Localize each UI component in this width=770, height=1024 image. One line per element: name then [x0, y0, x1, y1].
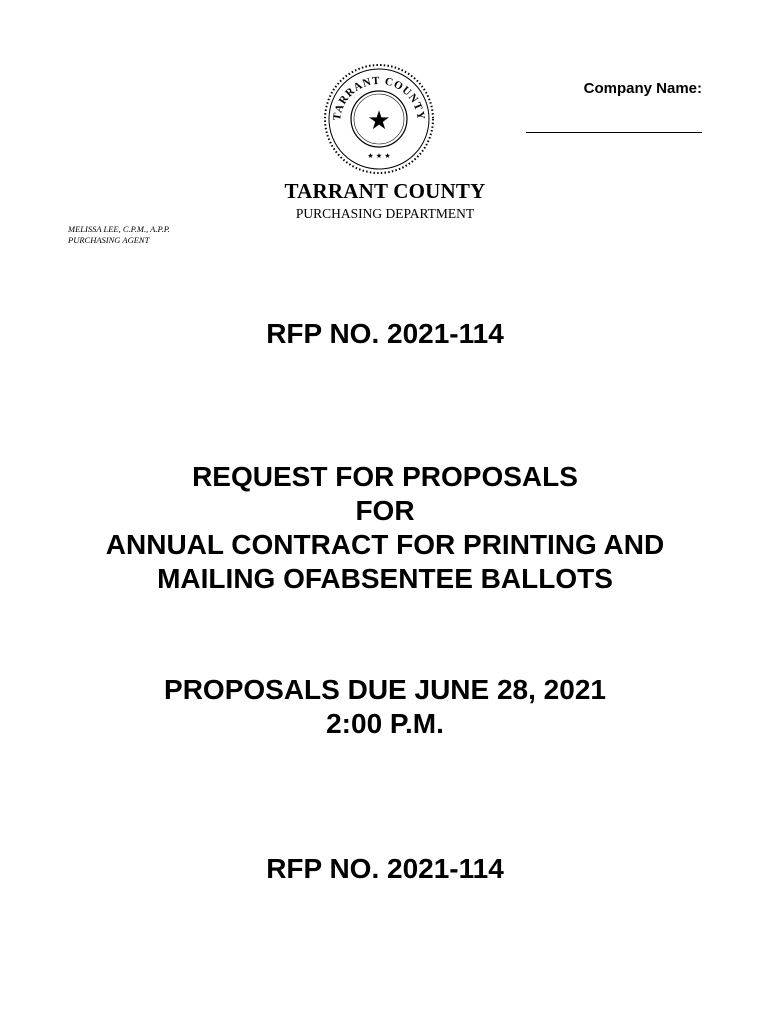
request-line: FOR [355, 495, 415, 526]
due-time: 2:00 P.M. [326, 708, 444, 739]
department-name: PURCHASING DEPARTMENT [295, 206, 475, 221]
seal-small-stars-icon: ★ ★ ★ [367, 152, 391, 160]
agent-name: MELISSA LEE, C.P.M., A.P.P. [68, 224, 170, 234]
due-date: PROPOSALS DUE JUNE 28, 2021 [164, 674, 606, 705]
request-title [0, 460, 770, 596]
purchasing-agent-block [68, 224, 170, 246]
request-line: ANNUAL CONTRACT FOR PRINTING AND [105, 529, 665, 560]
proposal-due [0, 673, 770, 741]
seal-star-icon: ★ [367, 106, 391, 136]
request-line: REQUEST FOR PROPOSALS [192, 461, 578, 492]
tarrant-county-seal [323, 63, 435, 175]
company-name-label: Company Name: [583, 80, 702, 97]
company-name-field-line [526, 132, 702, 133]
rfp-number-footer: RFP NO. 2021-114 [266, 853, 504, 884]
rfp-number: RFP NO. 2021-114 [266, 318, 504, 349]
county-title: TARRANT COUNTY [284, 179, 486, 203]
agent-title: PURCHASING AGENT [68, 235, 150, 245]
request-line: MAILING OFABSENTEE BALLOTS [157, 563, 613, 594]
seal-text: TARRANT COUNTY [330, 74, 428, 122]
